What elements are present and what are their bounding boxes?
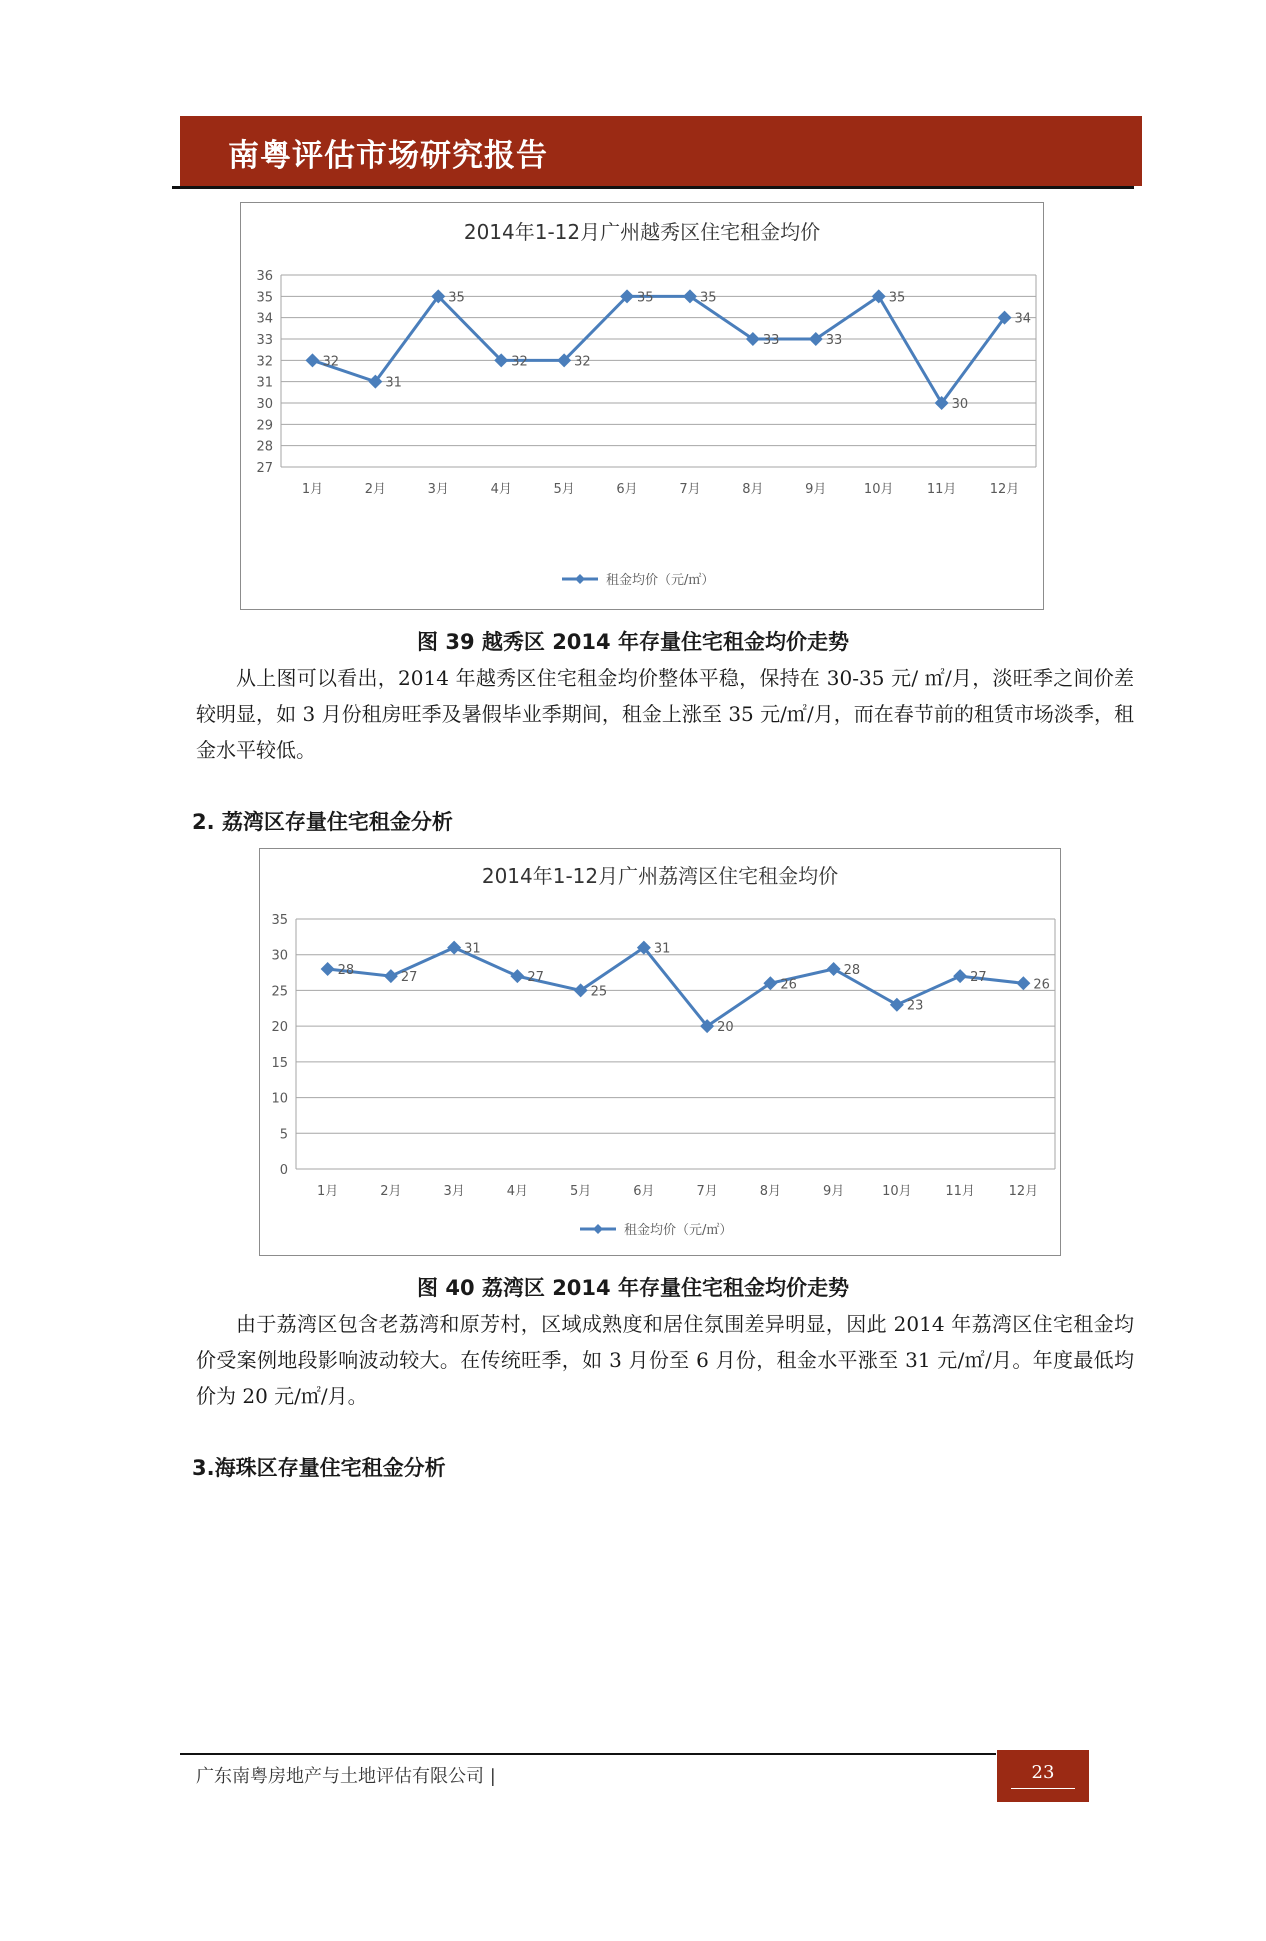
data-label: 26	[780, 977, 797, 993]
chart-yuexiu-frame	[240, 202, 1044, 610]
chart-liwan-frame	[259, 848, 1061, 1256]
section-heading-liwan: 2. 荔湾区存量住宅租金分析	[192, 810, 453, 834]
y-tick-label: 0	[279, 1163, 288, 1178]
paragraph-liwan: 由于荔湾区包含老荔湾和原芳村，区域成熟度和居住氛围差异明显，因此 2014 年荔湾区住宅租金均价受案例地段影响波动较大。在传统旺季，如 3 月份至 6 月份，租金水平涨至 31 元/㎡/月。年度最低均价为 20 元/㎡/月。	[196, 1312, 1134, 1408]
data-point	[1016, 976, 1030, 990]
data-label: 35	[888, 290, 906, 306]
data-point	[827, 962, 841, 976]
x-tick-label: 9月	[822, 1184, 845, 1199]
chart-yuexiu	[241, 203, 1043, 609]
y-tick-label: 34	[256, 311, 273, 327]
data-label: 30	[951, 397, 969, 412]
data-label: 33	[762, 333, 780, 348]
y-tick-label: 10	[271, 1091, 288, 1107]
data-point	[384, 969, 398, 983]
footer-rule	[180, 1753, 996, 1755]
figure-39-caption: 图 39 越秀区 2014 年存量住宅租金均价走势	[417, 630, 849, 654]
x-tick-label: 5月	[569, 1184, 592, 1199]
series-line	[328, 948, 1024, 1027]
x-tick-label: 4月	[506, 1184, 529, 1199]
data-label: 32	[511, 354, 528, 370]
x-tick-label: 3月	[443, 1184, 465, 1199]
y-tick-label: 36	[256, 269, 273, 284]
x-tick-label: 8月	[742, 482, 764, 497]
chart-title: 2014年1-12月广州越秀区住宅租金均价	[463, 220, 821, 244]
header-band	[180, 116, 1142, 186]
data-label: 34	[1014, 311, 1032, 327]
data-label: 32	[322, 354, 340, 370]
x-tick-label: 2月	[364, 482, 387, 497]
data-point	[890, 998, 904, 1012]
data-label: 27	[970, 970, 987, 986]
y-tick-label: 30	[256, 397, 273, 412]
page-number-underline	[1011, 1788, 1075, 1789]
x-tick-label: 11月	[926, 482, 957, 497]
data-label: 33	[825, 333, 843, 348]
x-tick-label: 1月	[316, 1184, 339, 1199]
x-tick-label: 10月	[863, 482, 894, 497]
x-tick-label: 12月	[1008, 1184, 1039, 1199]
header-rule	[172, 186, 1134, 189]
data-point	[305, 353, 319, 367]
data-point	[321, 962, 335, 976]
x-tick-label: 5月	[553, 482, 575, 497]
x-tick-label: 6月	[633, 1184, 655, 1199]
x-tick-label: 10月	[882, 1184, 912, 1199]
data-label: 20	[717, 1020, 734, 1036]
y-tick-label: 32	[256, 354, 273, 370]
x-tick-label: 6月	[616, 482, 638, 497]
page-number: 23	[1031, 1762, 1055, 1783]
chart-liwan	[260, 849, 1060, 1255]
data-label: 27	[400, 970, 418, 986]
data-label: 28	[337, 963, 355, 978]
y-tick-label: 35	[271, 913, 288, 928]
data-label: 35	[448, 290, 465, 306]
data-label: 31	[385, 375, 402, 391]
x-tick-label: 7月	[679, 482, 701, 497]
section-heading-haizhu: 3.海珠区存量住宅租金分析	[192, 1456, 446, 1480]
legend-label: 租金均价（元/㎡）	[606, 573, 715, 588]
chart-title: 2014年1-12月广州荔湾区住宅租金均价	[481, 864, 839, 888]
data-label: 28	[843, 963, 861, 978]
y-tick-label: 29	[256, 418, 273, 434]
legend-marker	[593, 1224, 603, 1234]
data-label: 31	[464, 941, 481, 957]
legend-marker	[575, 574, 585, 584]
paragraph-yuexiu: 从上图可以看出，2014 年越秀区住宅租金均价整体平稳，保持在 30-35 元/ ㎡/月，淡旺季之间价差较明显，如 3 月份租房旺季及暑假毕业季期间，租金上涨至 35 元/㎡/月，而在春节前的租赁市场淡季，租金水平较低。	[196, 666, 1134, 762]
data-label: 25	[590, 984, 608, 1000]
y-tick-label: 27	[256, 461, 273, 476]
y-tick-label: 25	[271, 984, 288, 1000]
x-tick-label: 9月	[805, 482, 827, 497]
y-tick-label: 30	[271, 948, 288, 964]
page-number-box	[997, 1750, 1089, 1802]
data-label: 32	[574, 354, 591, 370]
y-tick-label: 33	[256, 333, 273, 348]
data-label: 31	[653, 941, 671, 957]
figure-40-caption: 图 40 荔湾区 2014 年存量住宅租金均价走势	[417, 1276, 849, 1300]
y-tick-label: 31	[256, 375, 273, 391]
data-point	[953, 969, 967, 983]
legend-label: 租金均价（元/㎡）	[624, 1223, 733, 1238]
data-point	[447, 941, 461, 955]
x-tick-label: 4月	[490, 482, 512, 497]
x-tick-label: 3月	[427, 482, 449, 497]
y-tick-label: 15	[271, 1055, 288, 1071]
footer-company: 广东南粤房地产与土地评估有限公司 |	[196, 1766, 496, 1787]
data-label: 26	[1033, 977, 1050, 993]
x-tick-label: 1月	[301, 482, 324, 497]
data-label: 23	[906, 998, 924, 1014]
report-title: 南粤评估市场研究报告	[228, 138, 548, 174]
x-tick-label: 2月	[380, 1184, 402, 1199]
y-tick-label: 20	[271, 1020, 288, 1036]
y-tick-label: 5	[279, 1127, 288, 1143]
x-tick-label: 7月	[696, 1184, 718, 1199]
series-line	[312, 296, 1004, 403]
y-tick-label: 28	[256, 439, 273, 455]
data-point	[510, 969, 524, 983]
x-tick-label: 12月	[989, 482, 1020, 497]
y-tick-label: 35	[256, 290, 273, 306]
data-label: 35	[637, 290, 654, 306]
data-label: 35	[699, 290, 717, 306]
x-tick-label: 8月	[759, 1184, 782, 1199]
data-label: 27	[527, 970, 544, 986]
x-tick-label: 11月	[945, 1184, 975, 1199]
